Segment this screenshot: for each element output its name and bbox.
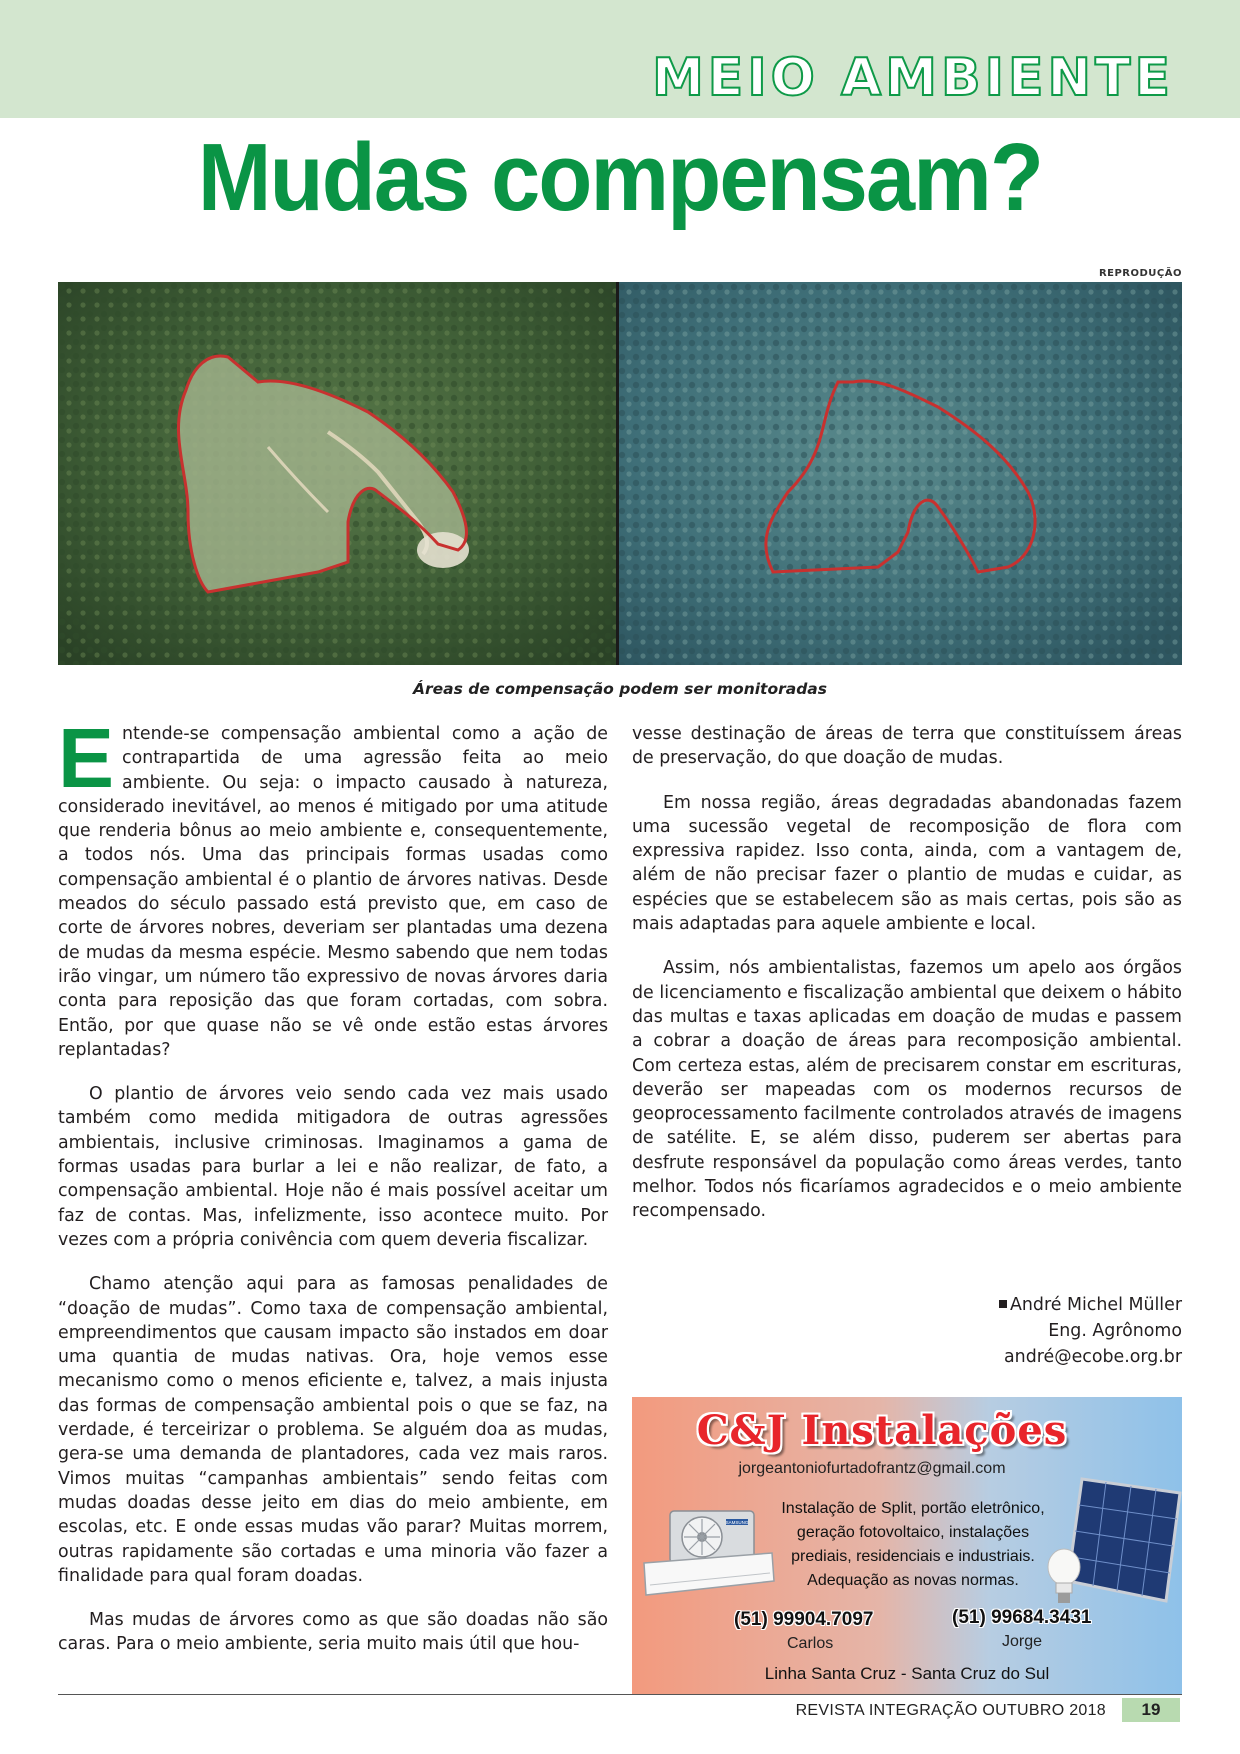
author-name: André Michel Müller <box>1010 1295 1182 1315</box>
author-email: andré@ecobe.org.br <box>1004 1347 1182 1367</box>
article-paragraph: O plantio de árvores veio sendo cada vez mais usado também como medida mitigadora de outras agressões ambientais, inclusive criminosas. Imaginamos a gama de formas usadas para burlar a lei e não realizar, de fato, a compensação ambiental. Hoje não é mais possível aceitar um faz de contas. Mas, infelizmente, isso acontece muito. Por vezes com a própria conivência com quem deveria fiscalizar. <box>58 1084 608 1250</box>
article-paragraph: Assim, nós ambientalistas, fazemos um apelo aos órgãos de licenciamento e fiscalização ambiental que deixem o hábito das multas e taxas aplicadas em doação de mudas e passem a cobrar a doação de áreas para recomposição ambiental. Com certeza estas, além de precisarem constar em escrituras, deverão ser mapeadas com os modernos recursos de geoprocessamento facilmente controlados através de imagens de satélite. E, se além disso, puderem ser abertas para desfrute responsável da população como áreas verdes, tanto melhor. Todos nós ficaríamos agradecidos e o meio ambiente recompensado. <box>632 958 1182 1222</box>
section-label: MEIO AMBIENTE <box>652 48 1174 108</box>
article-paragraph: vesse destinação de áreas de terra que constituíssem áreas de preservação, do que doação de mudas. <box>632 724 1182 769</box>
author-role: Eng. Agrônomo <box>1048 1321 1182 1341</box>
article-paragraph: Em nossa região, áreas degradadas abandonadas fazem uma sucessão vegetal de recomposição de flora com expressiva rapidez. Isso conta, ainda, com a vantagem de, além de não precisar fazer o plantio de mudas e cuidar, as espécies que se estabelecem são as mais certas, pois são as mais adaptadas para aquele ambiente e local. <box>632 792 1182 935</box>
light-bulb-icon <box>1044 1547 1084 1607</box>
footer-divider <box>58 1694 1182 1695</box>
ad-description-line: Instalação de Split, portão eletrônico, <box>781 1500 1045 1517</box>
ad-phone-jorge[interactable]: (51) 99684.3431 <box>952 1607 1092 1628</box>
satellite-photo <box>58 282 1182 665</box>
ac-brand-label: SAMSUNG <box>725 1520 749 1525</box>
page-number: 19 <box>1122 1698 1180 1722</box>
article-paragraph: Chamo atenção aqui para as famosas penalidades de “doação de mudas”. Como taxa de compensação ambiental, empreendimentos que causam impacto são instados em doar uma quantia de mudas nativas. Ora, hoje vemos esse mecanismo como o menos eficiente e, talvez, a mais injusta das formas de compensação ambiental pois o que se faz, na verdade, é terceirizar o problema. Se alguém doa as mudas, gera-se uma demanda de plantadores, cada vez mais raros. Vimos muitas “campanhas ambientais” sendo feitas com mudas doadas desse jeito em dias do meio ambiente, em escolas, etc. E onde essas mudas vão parar? Muitas morrem, outras rapidamente são cortadas e uma minoria vão fazer a finalidade para qual foram doadas. <box>58 1274 608 1586</box>
photo-credit: REPRODUÇÃO <box>1098 268 1182 279</box>
ad-description-line: geração fotovoltaico, instalações <box>796 1524 1030 1541</box>
ad-description <box>772 1497 1054 1593</box>
ad-email: jorgeantoniofurtadofrantz@gmail.com <box>738 1460 1006 1477</box>
ad-contact-jorge: Jorge <box>1002 1633 1043 1650</box>
article-title: Mudas compensam? <box>197 124 1043 231</box>
advertisement[interactable] <box>632 1397 1182 1694</box>
article-paragraph: Entende-se compensação ambiental como a ação de contrapartida de uma agressão feita ao meio ambiente. Ou seja: o impacto causado à natureza, considerado inevitável, ao menos é mitigado por uma atitude que renderia bônus ao meio ambiente e, consequentemente, a todos nós. Uma das principais formas usadas como compensação ambiental é o plantio de árvores nativas. Desde meados do século passado está previsto que, em caso de corte de árvores nobres, deveriam ser plantadas uma dezena de mudas da mesma espécie. Mesmo sabendo que nem todas irão vingar, um número tão expressivo de novas árvores daria conta para reposição das que foram cortadas, com sobra. Então, por que quase não se vê onde estão estas árvores replantadas? <box>58 711 608 1060</box>
ad-description-line: Adequação as novas normas. <box>807 1572 1019 1589</box>
article-paragraph: Mas mudas de árvores como as que são doadas não são caras. Para o meio ambiente, seria muito mais útil que hou- <box>58 1610 608 1655</box>
air-conditioner-icon <box>640 1507 780 1599</box>
photo-caption: Áreas de compensação podem ser monitoradas <box>412 680 827 698</box>
ad-description-line: prediais, residenciais e industriais. <box>791 1548 1035 1565</box>
photo-after <box>619 282 1182 665</box>
footer-publication: REVISTA INTEGRAÇÃO OUTUBRO 2018 <box>795 1702 1106 1719</box>
ad-title: C&J Instalações <box>696 1407 1068 1454</box>
ad-address: Linha Santa Cruz - Santa Cruz do Sul <box>764 1664 1050 1683</box>
author-signature <box>999 1292 1182 1370</box>
drop-cap: E <box>58 711 115 805</box>
article-column-left <box>58 711 608 1677</box>
article-column-right <box>632 722 1182 1244</box>
photo-before <box>58 282 616 665</box>
ad-phone-carlos[interactable]: (51) 99904.7097 <box>734 1609 874 1630</box>
ad-contact-carlos: Carlos <box>787 1635 834 1652</box>
bullet-square-icon <box>999 1300 1007 1308</box>
